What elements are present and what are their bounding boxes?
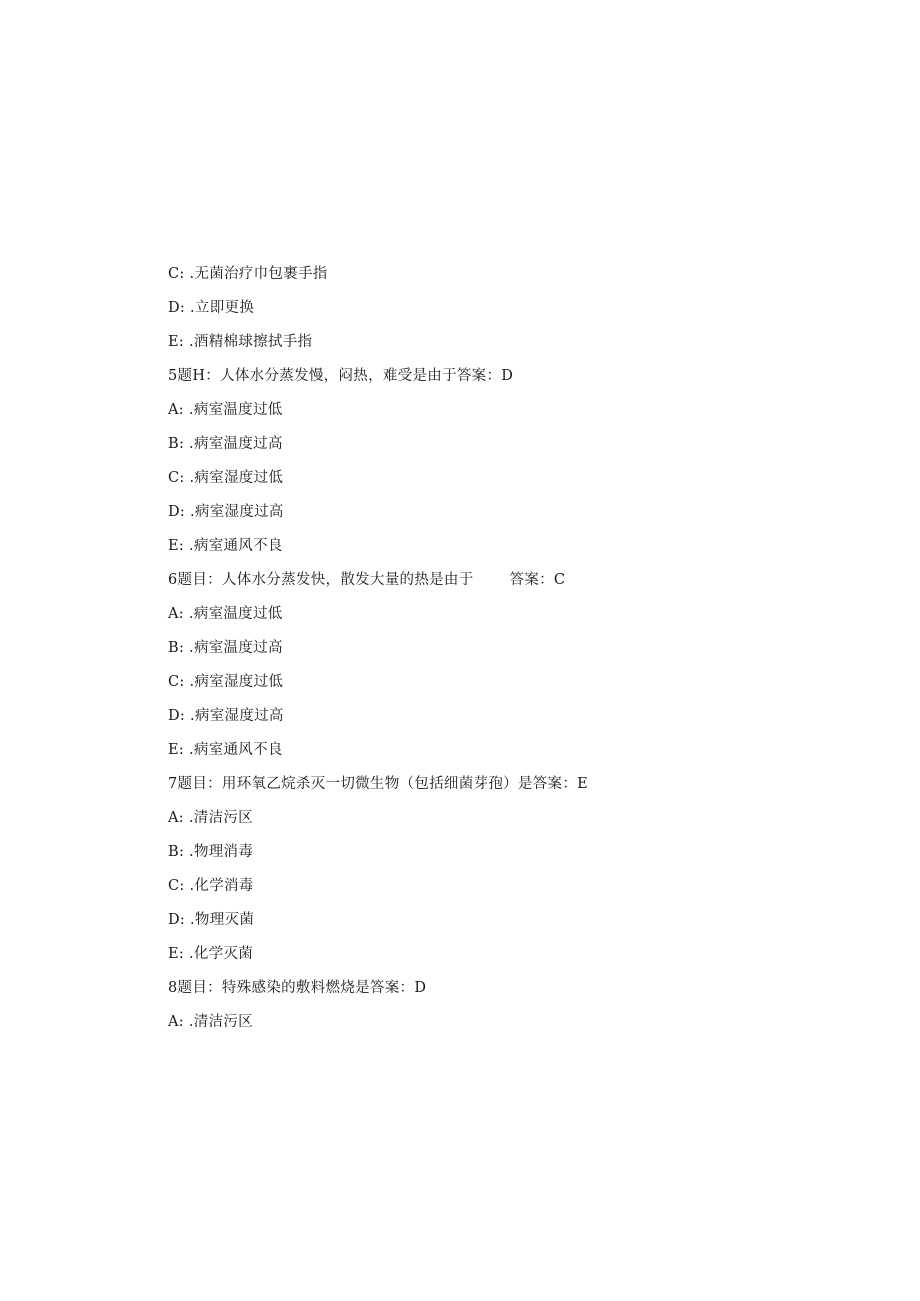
option-c: C: .无菌治疗巾包裹手指: [168, 266, 328, 282]
q6-option-a: A: .病室温度过低: [168, 606, 283, 622]
q5-option-a: A: .病室温度过低: [168, 402, 283, 418]
q5-option-b: B: .病室温度过高: [168, 436, 283, 452]
q8-option-a: A: .清洁污区: [168, 1014, 253, 1030]
question-5: 5题H：人体水分蒸发慢，闷热，难受是由于答案：D: [168, 368, 514, 384]
q5-option-d: D: .病室湿度过高: [168, 504, 284, 520]
q6-option-e: E: .病室通风不良: [168, 742, 283, 758]
q7-option-c: C: .化学消毒: [168, 878, 254, 894]
q5-option-c: C: .病室湿度过低: [168, 470, 284, 486]
q7-option-d: D: .物理灭菌: [168, 912, 255, 928]
question-6: [168, 567, 868, 601]
q6-option-c: C: .病室湿度过低: [168, 674, 284, 690]
option-d: D: .立即更换: [168, 300, 255, 316]
q5-option-e: E: .病室通风不良: [168, 538, 283, 554]
question-list: [168, 261, 868, 1043]
q6-answer: 答案：C: [509, 572, 566, 588]
question-7: 7题目：用环氧乙烷杀灭一切微生物（包括细菌芽孢）是答案：E: [168, 776, 589, 792]
q7-option-e: E: .化学灭菌: [168, 946, 254, 962]
q7-option-a: A: .清洁污区: [168, 810, 253, 826]
q6-option-d: D: .病室湿度过高: [168, 708, 284, 724]
q6-option-b: B: .病室温度过高: [168, 640, 283, 656]
q7-option-b: B: .物理消毒: [168, 844, 254, 860]
option-e: E: .酒精棉球擦拭手指: [168, 334, 313, 350]
q6-text: 6题目：人体水分蒸发快，散发大量的热是由于: [168, 572, 474, 588]
question-8: 8题目：特殊感染的敷料燃烧是答案：D: [168, 980, 427, 996]
